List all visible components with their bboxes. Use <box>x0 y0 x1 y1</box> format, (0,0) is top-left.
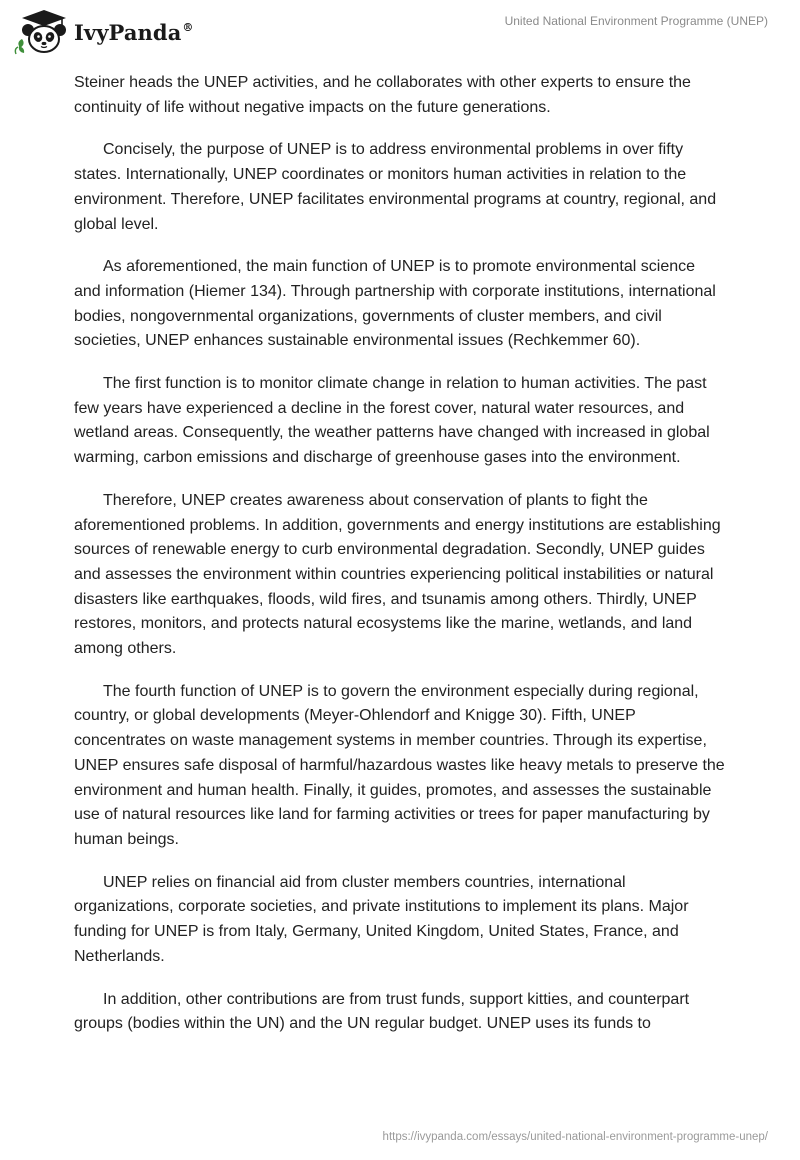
brand-name: IvyPanda® <box>74 19 194 45</box>
registered-mark: ® <box>182 20 194 34</box>
paragraph: The first function is to monitor climate change in relation to human activities. The past few years have experienced a decline in the forest cover, natural water resources, and wetland areas. Consequently, the weather patterns have changed with increased in global warming, carbon emissions and discharge of greenhouse gases into the environment. <box>74 375 710 467</box>
page-header <box>0 0 800 64</box>
paragraph: Therefore, UNEP creates awareness about conservation of plants to fight the aforementioned problems. In addition, governments and energy institutions are establishing sources of renewable energy to curb environmental degradation. Secondly, UNEP guides and assesses the environment within countries experiencing political instabilities or natural disasters like earthquakes, floods, wild fires, and tsunamis among others. Thirdly, UNEP restores, monitors, and protects natural ecosystems like the marine, wetlands, and land among others. <box>74 491 721 658</box>
ivypanda-logo[interactable] <box>14 8 194 56</box>
essay-body <box>74 71 726 1055</box>
paragraph: Steiner heads the UNEP activities, and he collaborates with other experts to ensure the continuity of life without negative impacts on the future generations. <box>74 74 691 116</box>
panda-graduation-cap-icon <box>14 8 70 56</box>
paragraph: In addition, other contributions are from trust funds, support kitties, and counterpart groups (bodies within the UN) and the UN regular budget. UNEP uses its funds to <box>74 990 690 1033</box>
paragraph: As aforementioned, the main function of UNEP is to promote environmental science and information (Hiemer 134). Through partnership with corporate institutions, international bodies, nongovernmental organizations, governments of cluster members, and civil societies, UNEP enhances sustainable environmental issues (Rechkemmer 60). <box>74 258 716 350</box>
source-url-link[interactable]: https://ivypanda.com/essays/united-national-environment-programme-unep/ <box>382 1131 768 1143</box>
paragraph: Concisely, the purpose of UNEP is to address environmental problems in over fifty states. Internationally, UNEP coordinates or monitors human activities in relation to the environment. Therefore, UNEP facilitates environmental programs at country, regional, and global level. <box>74 141 717 233</box>
paragraph: UNEP relies on financial aid from cluster members countries, international organizations, corporate societies, and private institutions to implement its plans. Major funding for UNEP is from Italy, Germany, United Kingdom, United States, France, and Netherlands. <box>74 873 689 965</box>
document-title: United National Environment Programme (UNEP) <box>504 14 768 28</box>
paragraph: The fourth function of UNEP is to govern the environment especially during regional, country, or global developments (Meyer-Ohlendorf and Knigge 30). Fifth, UNEP concentrates on waste management systems in member countries. Through its expertise, UNEP ensures safe disposal of harmful/hazardous wastes like heavy metals to preserve the environment and human health. Finally, it guides, promotes, and assesses the sustainable use of natural resources like land for farming activities or trees for paper manufacturing by human beings. <box>74 682 725 848</box>
